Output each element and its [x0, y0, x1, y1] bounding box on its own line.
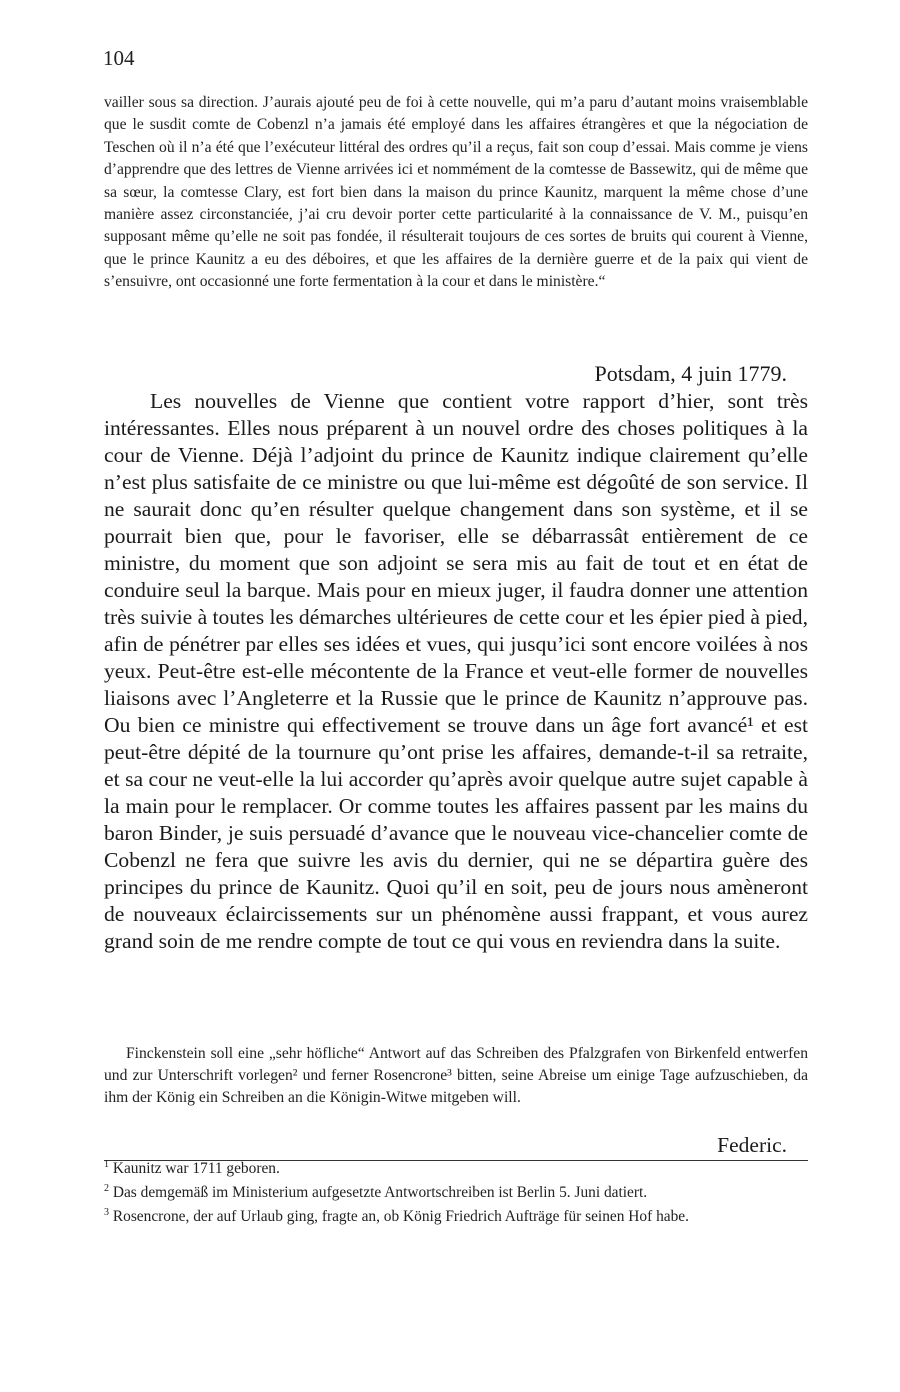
footnote-item [104, 1182, 808, 1203]
letter-body-paragraph: Les nouvelles de Vienne que contient votre rapport d’hier, sont très intéressantes. Elles nous préparent à un nouvel ordre des choses politiques à la cour de Vienne. Déjà l’adjoint du prince de Kaunitz indique clairement qu’elle n’est plus satisfaite de ce ministre ou que lui-même est dégoûté de son service. Il ne saurait donc qu’en résulter quelque changement dans son système, et il se pourrait bien que, pour le favoriser, elle se débarrassât entièrement de ce ministre, du moment que son adjoint se sera mis au fait de tout et en état de conduire seul la barque. Mais pour en mieux juger, il faudra donner une attention très suivie à toutes les démarches ultérieures de cette cour et les épier pied à pied, afin de pénétrer par elles ses idées et vues, qui jusqu’ici sont encore voilées à nos yeux. Peut-être est-elle mécontente de la France et veut-elle former de nouvelles liaisons avec l’Angleterre et la Russie que le prince de Kaunitz n’approuve pas. Ou bien ce ministre qui effectivement se trouve dans un âge fort avancé¹ et est peut-être dépité de la tournure qu’ont prise les affaires, demande-t-il sa retraite, et sa cour ne veut-elle la lui accorder qu’après avoir quelque autre sujet capable à la main pour le remplacer. Or comme toutes les affaires passent par les mains du baron Binder, je suis persuadé d’avance que le nouveau vice-chancelier comte de Cobenzl ne fera que suivre les avis du dernier, qui ne se départira guère des principes du prince de Kaunitz. Quoi qu’il en soit, peu de jours nous amèneront de nouveaux éclaircissements sur un phénomène aussi frappant, et vous aurez grand soin de me rendre compte de tout ce qui vous en reviendra dans la suite. [104, 389, 808, 953]
footnote-text: Rosencrone, der auf Urlaub ging, fragte an, ob König Friedrich Aufträge für seinen Hof habe. [112, 1208, 689, 1225]
footnote-mark: 1 [104, 1158, 109, 1170]
footnotes [104, 1158, 808, 1230]
footnote-item [104, 1158, 808, 1179]
page-number: 104 [103, 46, 135, 70]
dateline: Potsdam, 4 juin 1779. [594, 361, 787, 386]
footnote-mark: 2 [104, 1182, 109, 1194]
editorial-note-paragraph: Finckenstein soll eine „sehr höfliche“ Antwort auf das Schreiben des Pfalzgrafen von Birkenfeld entwerfen und zur Unterschrift vorlegen² und ferner Rosencrone³ bitten, seine Abreise um einige Tage aufzuschieben, da ihm der König ein Schreiben an die Königin-Witwe mitgeben will. [104, 1045, 808, 1106]
footnote-text: Kaunitz war 1711 geboren. [112, 1160, 280, 1177]
footnote-text: Das demgemäß im Ministerium aufgesetzte Antwortschreiben ist Berlin 5. Juni datiert. [112, 1184, 648, 1201]
signature: Federic. [717, 1133, 787, 1157]
quoted-report-paragraph: vailler sous sa direction. J’aurais ajouté peu de foi à cette nouvelle, qui m’a paru d’autant moins vraisemblable que le susdit comte de Cobenzl n’a jamais été employé dans les affaires étrangères et que la négociation de Teschen où il n’a été que l’exécuteur littéral des ordres qu’il a reçus, fait son coup d’essai. Mais comme je viens d’apprendre que des lettres de Vienne arrivées ici et nommément de la comtesse de Bassewitz, qui de même que sa sœur, la comtesse Clary, est fort bien dans la maison du prince Kaunitz, marquent la même chose d’une manière assez circonstanciée, j’ai cru devoir porter cette particularité à la connaissance de V. M., puisqu’en supposant même qu’elle ne soit pas fondée, il résulterait toujours de ces sortes de bruits qui courent à Vienne, que le prince Kaunitz a eu des déboires, et que les affaires de la dernière guerre et de la paix qui vient de s’ensuivre, ont occasionné une forte fermentation à la cour et dans le ministère.“ [104, 94, 808, 291]
footnote-mark: 3 [104, 1206, 109, 1218]
footnote-item [104, 1206, 808, 1227]
